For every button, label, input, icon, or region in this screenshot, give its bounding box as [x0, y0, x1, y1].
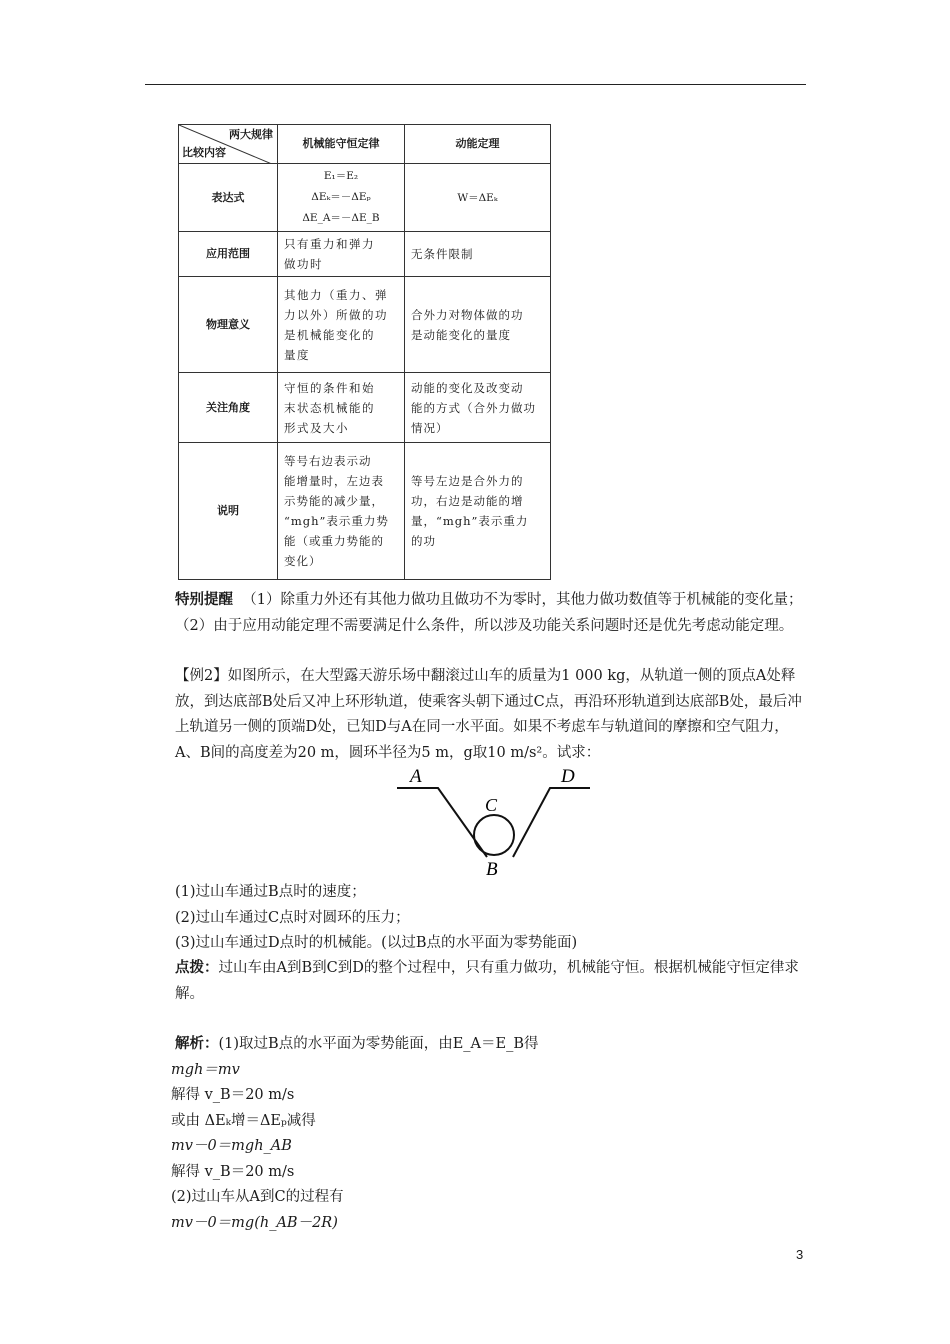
- cell-line: 无条件限制: [411, 247, 474, 261]
- cell-scope-conservation: [278, 232, 405, 277]
- solution-line: (2)过山车从A到C的过程有: [171, 1189, 344, 1205]
- cell-line: 做功时: [284, 257, 323, 271]
- cell-line: 末状态机械能的: [284, 400, 375, 415]
- label-b: B: [486, 859, 498, 880]
- corner-bottom-label: 比较内容: [182, 146, 226, 159]
- cell-line: 变化）: [284, 554, 322, 568]
- cell-line: 能的方式（合外力做功: [411, 400, 536, 415]
- solution-label: 解析：: [175, 1036, 219, 1052]
- loop-circle: [474, 815, 514, 855]
- cell-line: 其他力（重力、弹: [284, 287, 388, 302]
- cell-line: 等号左边是合外力的: [411, 474, 524, 488]
- label-a: A: [410, 766, 422, 787]
- formula-line: ΔEₖ＝－ΔEₚ: [311, 191, 371, 203]
- cell-line: 力以外）所做的功: [284, 307, 388, 322]
- cell-line: 功，右边是动能的增: [411, 494, 524, 508]
- cell-expression-kinetic: [405, 164, 551, 232]
- comparison-table: [178, 124, 551, 580]
- col-header-conservation: 机械能守恒定律: [278, 125, 405, 164]
- row-label-focus: 关注角度: [179, 373, 278, 443]
- hint-label: 点拨：: [175, 960, 219, 976]
- example-label: 【例2】: [175, 668, 228, 684]
- header-rule: [145, 84, 806, 85]
- cell-notes-kinetic: [405, 443, 551, 580]
- cell-line: 示势能的减少量，: [284, 494, 384, 508]
- solution-line: mv－0＝mg(h_AB－2R): [171, 1214, 338, 1231]
- formula-line: W＝ΔEₖ: [457, 191, 498, 204]
- example-paragraph: [175, 664, 807, 766]
- cell-notes-conservation: [278, 443, 405, 580]
- cell-line: 情况）: [411, 420, 449, 435]
- cell-meaning-conservation: [278, 277, 405, 373]
- hint-paragraph: [175, 956, 807, 1007]
- cell-line: 能（或重力势能的: [284, 534, 384, 548]
- reminder-text: （1）除重力外还有其他力做功且做功不为零时，其他力做功数值等于机械能的变化量；（2）由于应用动能定理不需要满足什么条件，所以涉及功能关系问题时还是优先考虑动能定理。: [175, 592, 803, 634]
- label-c: C: [485, 795, 498, 815]
- cell-line: 是动能变化的量度: [411, 327, 511, 342]
- example-text: 如图所示，在大型露天游乐场中翻滚过山车的质量为1 000 kg，从轨道一侧的顶点A处释放，到达底部B处后又冲上环形轨道，使乘客头朝下通过C点，再沿环形轨道到达底部B处，最后冲上轨道另一侧的顶端D处，已知D与A在同一水平面。如果不考虑车与轨道间的摩擦和空气阻力，A、B间的高度差为20 m，圆环半径为5 m，g取10 m/s²。试求：: [175, 668, 802, 761]
- solution-line: 解得 v_B＝20 m/s: [171, 1087, 295, 1103]
- question-1: (1)过山车通过B点时的速度；: [175, 884, 366, 900]
- cell-line: 合外力对物体做的功: [411, 307, 524, 322]
- cell-focus-conservation: [278, 373, 405, 443]
- hint-text: 过山车由A到B到C到D的整个过程中，只有重力做功，机械能守恒。根据机械能守恒定律求解。: [175, 960, 799, 1002]
- right-track: [513, 788, 590, 857]
- col-header-kinetic-theorem: 动能定理: [405, 125, 551, 164]
- solution-line: 解得 v_B＝20 m/s: [171, 1163, 295, 1180]
- cell-meaning-kinetic: [405, 277, 551, 373]
- label-d: D: [561, 766, 575, 787]
- row-label-meaning: 物理意义: [179, 277, 278, 373]
- question-3: (3)过山车通过D点时的机械能。(以过B点的水平面为零势能面): [175, 935, 578, 951]
- reminder-paragraph: [175, 588, 807, 639]
- cell-expression-conservation: [278, 164, 405, 232]
- formula-line: ΔE_A＝－ΔE_B: [302, 212, 380, 224]
- table-corner-cell: [179, 125, 278, 164]
- row-label-expression: 表达式: [179, 164, 278, 232]
- solution-line: mv－0＝mgh_AB: [171, 1138, 292, 1154]
- cell-line: 只有重力和弹力: [284, 237, 375, 251]
- row-label-scope: 应用范围: [179, 232, 278, 277]
- cell-scope-kinetic: [405, 232, 551, 277]
- left-track: [397, 788, 487, 857]
- question-2: (2)过山车通过C点时对圆环的压力；: [175, 909, 410, 926]
- solution-line: mgh＝mv: [171, 1061, 240, 1078]
- cell-line: 量度: [284, 347, 310, 362]
- cell-line: 是机械能变化的: [284, 327, 375, 342]
- cell-focus-kinetic: [405, 373, 551, 443]
- solution-block: [171, 1032, 807, 1236]
- row-label-notes: 说明: [179, 443, 278, 580]
- corner-top-label: 两大规律: [229, 128, 273, 141]
- page-number: 3: [796, 1247, 804, 1262]
- solution-first-line: (1)取过B点的水平面为零势能面，由E_A＝E_B得: [218, 1036, 539, 1052]
- cell-line: 等号右边表示动: [284, 454, 372, 468]
- cell-line: 守恒的条件和始: [284, 380, 375, 395]
- formula-line: E₁＝E₂: [323, 170, 359, 182]
- questions-block: [175, 880, 807, 957]
- cell-line: 的功: [411, 534, 436, 548]
- cell-line: 动能的变化及改变动: [411, 380, 524, 395]
- cell-line: 能增量时，左边表: [284, 474, 384, 488]
- reminder-label: 特别提醒: [175, 592, 233, 608]
- cell-line: “mgh”表示重力势: [284, 514, 389, 528]
- cell-line: 形式及大小: [284, 420, 349, 435]
- roller-coaster-figure: [395, 765, 595, 880]
- cell-line: 量，“mgh”表示重力: [411, 514, 529, 528]
- solution-line: 或由 ΔEₖ增＝ΔEₚ减得: [171, 1112, 316, 1129]
